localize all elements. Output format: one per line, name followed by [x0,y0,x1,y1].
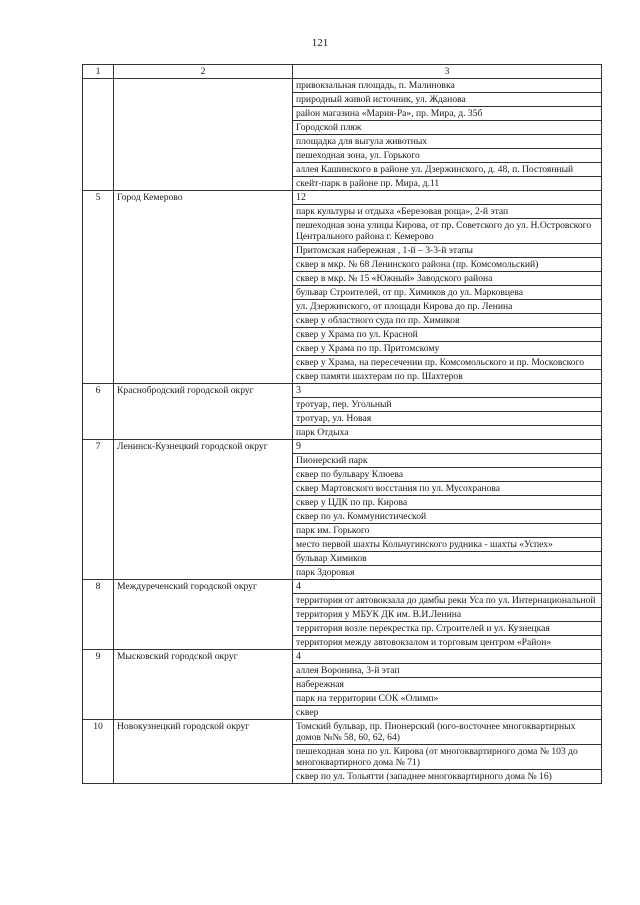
group-count: 4 [293,580,602,594]
group-name [114,79,293,191]
group-count: 9 [293,440,602,454]
table-cell-item: парк им. Горького [293,524,602,538]
table-cell-item: Притомская набережная , 1-й – 3-3-й этапы [293,244,602,258]
group-name: Краснобродский городской округ [114,384,293,440]
table-cell-item: район магазина «Мария-Ра», пр. Мира, д. 35б [293,107,602,121]
page-number: 121 [311,37,329,49]
table-cell-item: аллея Воронина, 3-й этап [293,664,602,678]
table-header-row [83,65,602,79]
table-cell-item: пешеходная зона по ул. Кирова (от многоквартирного дома № 103 до многоквартирного дома № 71) [293,745,602,770]
table-cell-item: парк на территории СОК «Олимп» [293,692,602,706]
group-number: 9 [83,650,114,720]
table-cell-item: сквер [293,706,602,720]
table-cell-item: Томский бульвар, пр. Пионерский (юго-восточнее многоквартирных домов №№ 58, 60, 62, 64) [293,720,602,745]
table-cell-item: скейт-парк в районе пр. Мира, д.11 [293,177,602,191]
table-cell-item: привокзальная площадь, п. Малиновка [293,79,602,93]
table-cell-item: территория возле перекрестка пр. Строителей и ул. Кузнецкая [293,622,602,636]
table-cell-item: набережная [293,678,602,692]
table-cell-item: сквер у ЦДК по пр. Кирова [293,496,602,510]
table-cell-item: сквер в мкр. № 68 Ленинского района (пр. Комсомольский) [293,258,602,272]
table-cell-item: территория от автовокзала до дамбы реки Уса по ул. Интернациональной [293,594,602,608]
group-name: Город Кемерово [114,191,293,384]
table-row [83,384,602,398]
group-number [83,79,114,191]
column-header: 1 [83,65,114,79]
group-number: 6 [83,384,114,440]
table-cell-item: сквер у Храма по ул. Красной [293,328,602,342]
table-cell-item: сквер памяти шахтерам по пр. Шахтеров [293,370,602,384]
table-cell-item: территория между автовокзалом и торговым центром «Район» [293,636,602,650]
table-row [83,79,602,93]
group-name: Междуреченский городской округ [114,580,293,650]
table-row [83,580,602,594]
table-cell-item: бульвар Строителей, от пр. Химиков до ул. Марковцева [293,286,602,300]
table-cell-item: территория у МБУК ДК им. В.И.Ленина [293,608,602,622]
table-cell-item: сквер Мартовского восстания по ул. Мусохранова [293,482,602,496]
group-count: 3 [293,384,602,398]
table-row [83,650,602,664]
table-cell-item: тротуар, пер. Угольный [293,398,602,412]
table-cell-item: парк Здоровья [293,566,602,580]
group-name: Новокузнецкий городской округ [114,720,293,784]
table-cell-item: сквер в мкр. № 15 «Южный» Заводского района [293,272,602,286]
table-cell-item: Городской пляж [293,121,602,135]
table-cell-item: ул. Дзержинского, от площади Кирова до пр. Ленина [293,300,602,314]
group-name: Ленинск-Кузнецкий городской округ [114,440,293,580]
table-cell-item: место первой шахты Кольчугинского рудника - шахты «Успех» [293,538,602,552]
group-number: 8 [83,580,114,650]
table-row [83,440,602,454]
table-cell-item: бульвар Химиков [293,552,602,566]
table-cell-item: площадка для выгула животных [293,135,602,149]
table-cell-item: сквер по ул. Тольятти (западнее многоквартирного дома № 16) [293,770,602,784]
group-number: 5 [83,191,114,384]
table-cell-item: тротуар, ул. Новая [293,412,602,426]
table-cell-item: аллея Кашинского в районе ул. Дзержинского, д. 48, п. Постоянный [293,163,602,177]
table-cell-item: сквер у Храма по пр. Притомскому [293,342,602,356]
group-count: 12 [293,191,602,205]
table-cell-item: сквер у Храма, на пересечении пр. Комсомольского и пр. Московского [293,356,602,370]
table-cell-item: сквер по бульвару Клюева [293,468,602,482]
group-number: 7 [83,440,114,580]
column-header: 3 [293,65,602,79]
table-cell-item: парк культуры и отдыха «Березовая роща», 2-й этап [293,205,602,219]
territories-table [82,64,602,784]
table-cell-item: парк Отдыха [293,426,602,440]
column-header: 2 [114,65,293,79]
table-cell-item: сквер по ул. Коммунистической [293,510,602,524]
table-row [83,720,602,745]
table-row [83,191,602,205]
group-count: 4 [293,650,602,664]
table-cell-item: сквер у областного суда по пр. Химиков [293,314,602,328]
table-cell-item: природный живой источник, ул. Жданова [293,93,602,107]
group-name: Мысковский городской округ [114,650,293,720]
table-cell-item: пешеходная зона, ул. Горького [293,149,602,163]
table-cell-item: Пионерский парк [293,454,602,468]
table-cell-item: пешеходная зона улицы Кирова, от пр. Советского до ул. Н.Островского Центрального района г. Кемерово [293,219,602,244]
group-number: 10 [83,720,114,784]
